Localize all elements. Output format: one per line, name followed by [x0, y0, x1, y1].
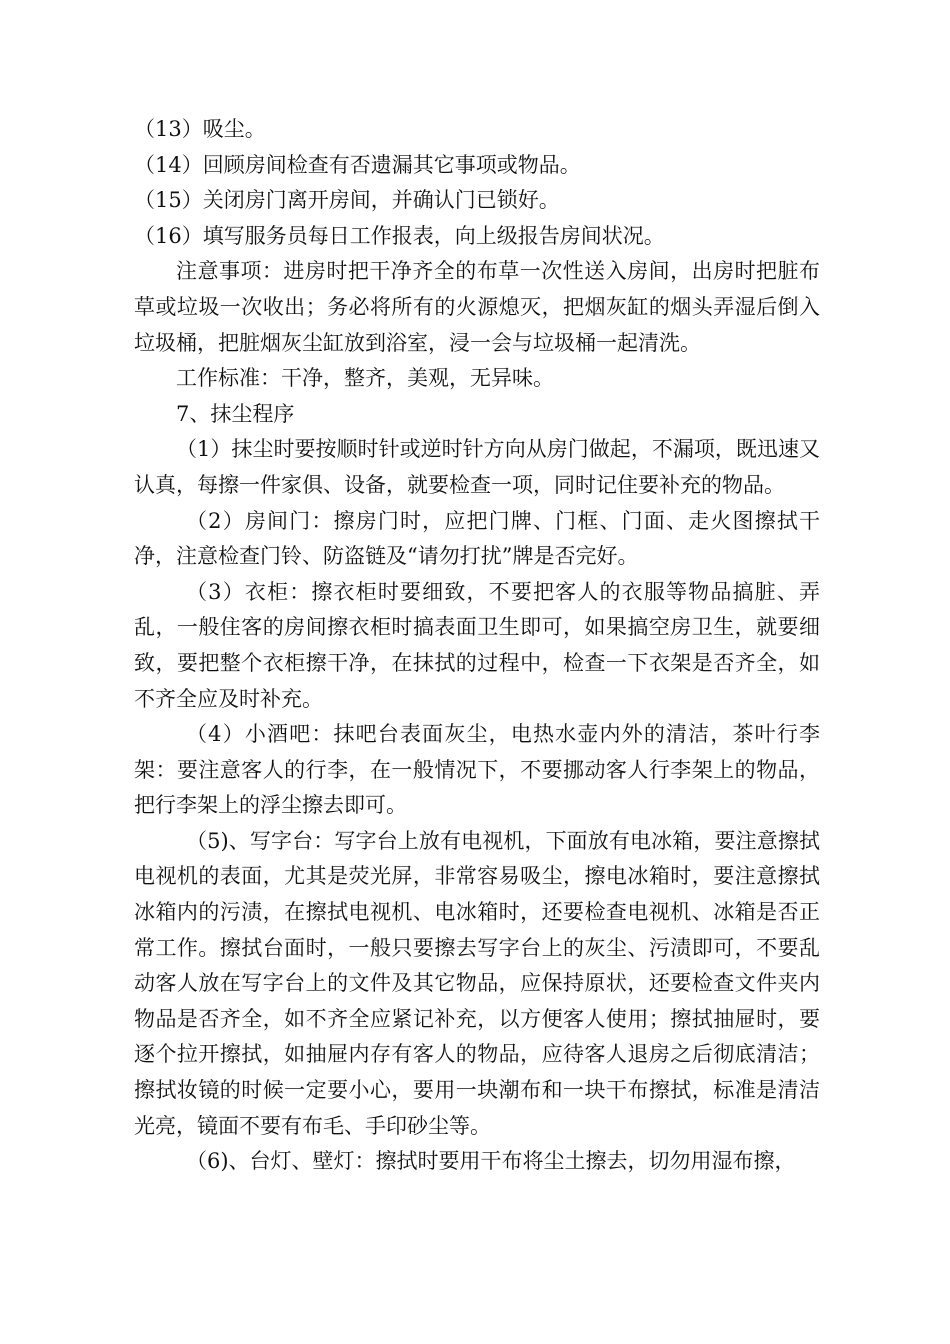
list-item-13: （13）吸尘。 [134, 117, 266, 141]
list-item-14: （14）回顾房间检查有否遗漏其它事项或物品。 [134, 152, 581, 177]
dusting-step-4: （4）小酒吧：抹吧台表面灰尘，电热水壶内外的清洁，茶叶行李架：要注意客人的行李，在一般情况下，不要挪动客人行李架上的物品，把行李架上的浮尘擦去即可。 [134, 722, 820, 818]
section-heading: 7、抹尘程序 [176, 401, 295, 426]
document-body [134, 112, 820, 1180]
list-item-16: （16）填写服务员每日工作报表，向上级报告房间状况。 [134, 223, 665, 248]
dusting-step-3: （3）衣柜：擦衣柜时要细致，不要把客人的衣服等物品搞脏、弄乱，一般住客的房间擦衣柜时搞表面卫生即可，如果搞空房卫生，就要细致，要把整个衣柜擦干净，在抹拭的过程中，检查一下衣架是否齐全，如不齐全应及时补充。 [134, 579, 820, 711]
dusting-step-5: （5)、写字台：写字台上放有电视机，下面放有电冰箱，要注意擦拭电视机的表面，尤其是荧光屏，非常容易吸尘，擦电冰箱时，要注意擦拭冰箱内的污渍，在擦拭电视机、电冰箱时，还要检查电视机、冰箱是否正常工作。擦拭台面时，一般只要擦去写字台上的灰尘、污渍即可，不要乱动客人放在写字台上的文件及其它物品，应保持原状，还要检查文件夹内物品是否齐全，如不齐全应紧记补充，以方便客人使用；擦拭抽屉时，要逐个拉开擦拭，如抽屉内存有客人的物品，应待客人退房之后彻底清洁；擦拭妆镜的时候一定要小心，要用一块潮布和一块干布擦拭，标准是清洁光亮，镜面不要有布毛、手印砂尘等。 [134, 828, 820, 1138]
work-standard: 工作标准：干净，整齐，美观，无异味。 [176, 366, 554, 391]
dusting-step-1: （1）抹尘时要按顺时针或逆时针方向从房门做起，不漏项，既迅速又认真，每擦一件家俱、设备，就要检查一项，同时记住要补充的物品。 [134, 437, 820, 497]
dusting-step-2: （2）房间门：擦房门时，应把门牌、门框、门面、走火图擦拭干净，注意检查门铃、防盗链及“请勿打扰”牌是否完好。 [134, 508, 820, 569]
notice-paragraph: 注意事项：进房时把干净齐全的布草一次性送入房间，出房时把脏布草或垃圾一次收出；务必将所有的火源熄灭，把烟灰缸的烟头弄湿后倒入垃圾桶，把脏烟灰尘缸放到浴室，浸一会与垃圾桶一起清洗。 [134, 259, 820, 355]
dusting-step-6: （6)、台灯、壁灯：擦拭时要用干布将尘土擦去，切勿用湿布擦， [186, 1149, 796, 1174]
list-item-15: （15）关闭房门离开房间，并确认门已锁好。 [134, 188, 560, 213]
